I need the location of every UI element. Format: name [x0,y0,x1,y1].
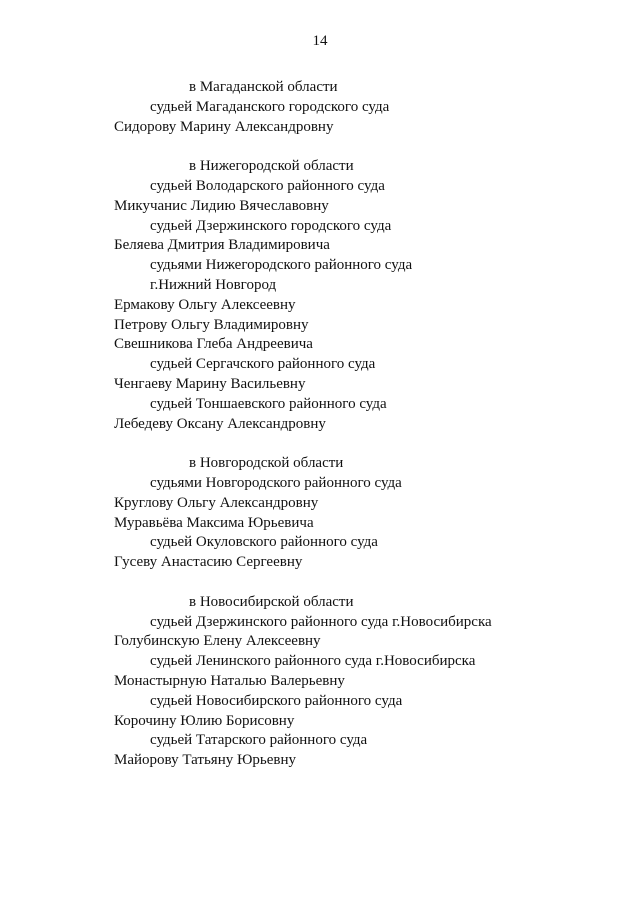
person-name: Муравьёва Максима Юрьевича [114,514,314,531]
court-line-continuation: г.Нижний Новгород [150,276,277,293]
court-line: судьей Володарского районного суда [150,177,385,194]
court-line: судьей Дзержинского районного суда г.Новосибирска [150,613,492,630]
court-line: судьями Новгородского районного суда [150,474,402,491]
region-heading: в Новгородской области [189,455,344,472]
person-name: Майорову Татьяну Юрьевну [114,752,296,769]
court-line: судьей Ленинского районного суда г.Новосибирска [150,653,476,670]
person-name: Голубинскую Елену Алексеевну [114,633,321,650]
court-line: судьей Окуловского районного суда [150,534,378,551]
section-gap [0,573,640,593]
region-heading: в Магаданской области [189,79,338,95]
court-line: судьей Сергачского районного суда [150,356,376,373]
person-name: Сидорову Марину Александровну [114,118,334,135]
document-body [0,78,640,771]
region-heading: в Нижегородской области [189,158,354,175]
person-name: Беляева Дмитрия Владимировича [114,237,330,254]
court-line: судьями Нижегородского районного суда [150,257,413,274]
region-heading: в Новосибирской области [189,593,354,610]
person-name: Лебедеву Оксану Александровну [114,415,326,432]
person-name: Свешникова Глеба Андреевича [114,336,313,353]
person-name: Петрову Ольгу Владимировну [114,316,309,333]
person-name: Ермакову Ольгу Алексеевну [114,296,296,313]
court-line: судьей Магаданского городского суда [150,98,390,115]
person-name: Монастырную Наталью Валерьевну [114,672,345,689]
person-name: Микучанис Лидию Вячеславовну [114,197,329,214]
person-name: Корочину Юлию Борисовну [114,712,295,729]
page-number-text: 14 [312,33,328,49]
person-name: Ченгаеву Марину Васильевну [114,375,306,392]
person-name: Гусеву Анастасию Сергеевну [114,554,303,571]
court-line: судьей Новосибирского районного суда [150,692,403,709]
section-gap [0,434,640,454]
person-name: Круглову Ольгу Александровну [114,494,319,511]
section-gap [0,137,640,157]
court-line: судьей Дзержинского городского суда [150,217,392,234]
page-number [0,32,640,50]
court-line: судьей Татарского районного суда [150,732,368,749]
court-line: судьей Тоншаевского районного суда [150,395,387,412]
